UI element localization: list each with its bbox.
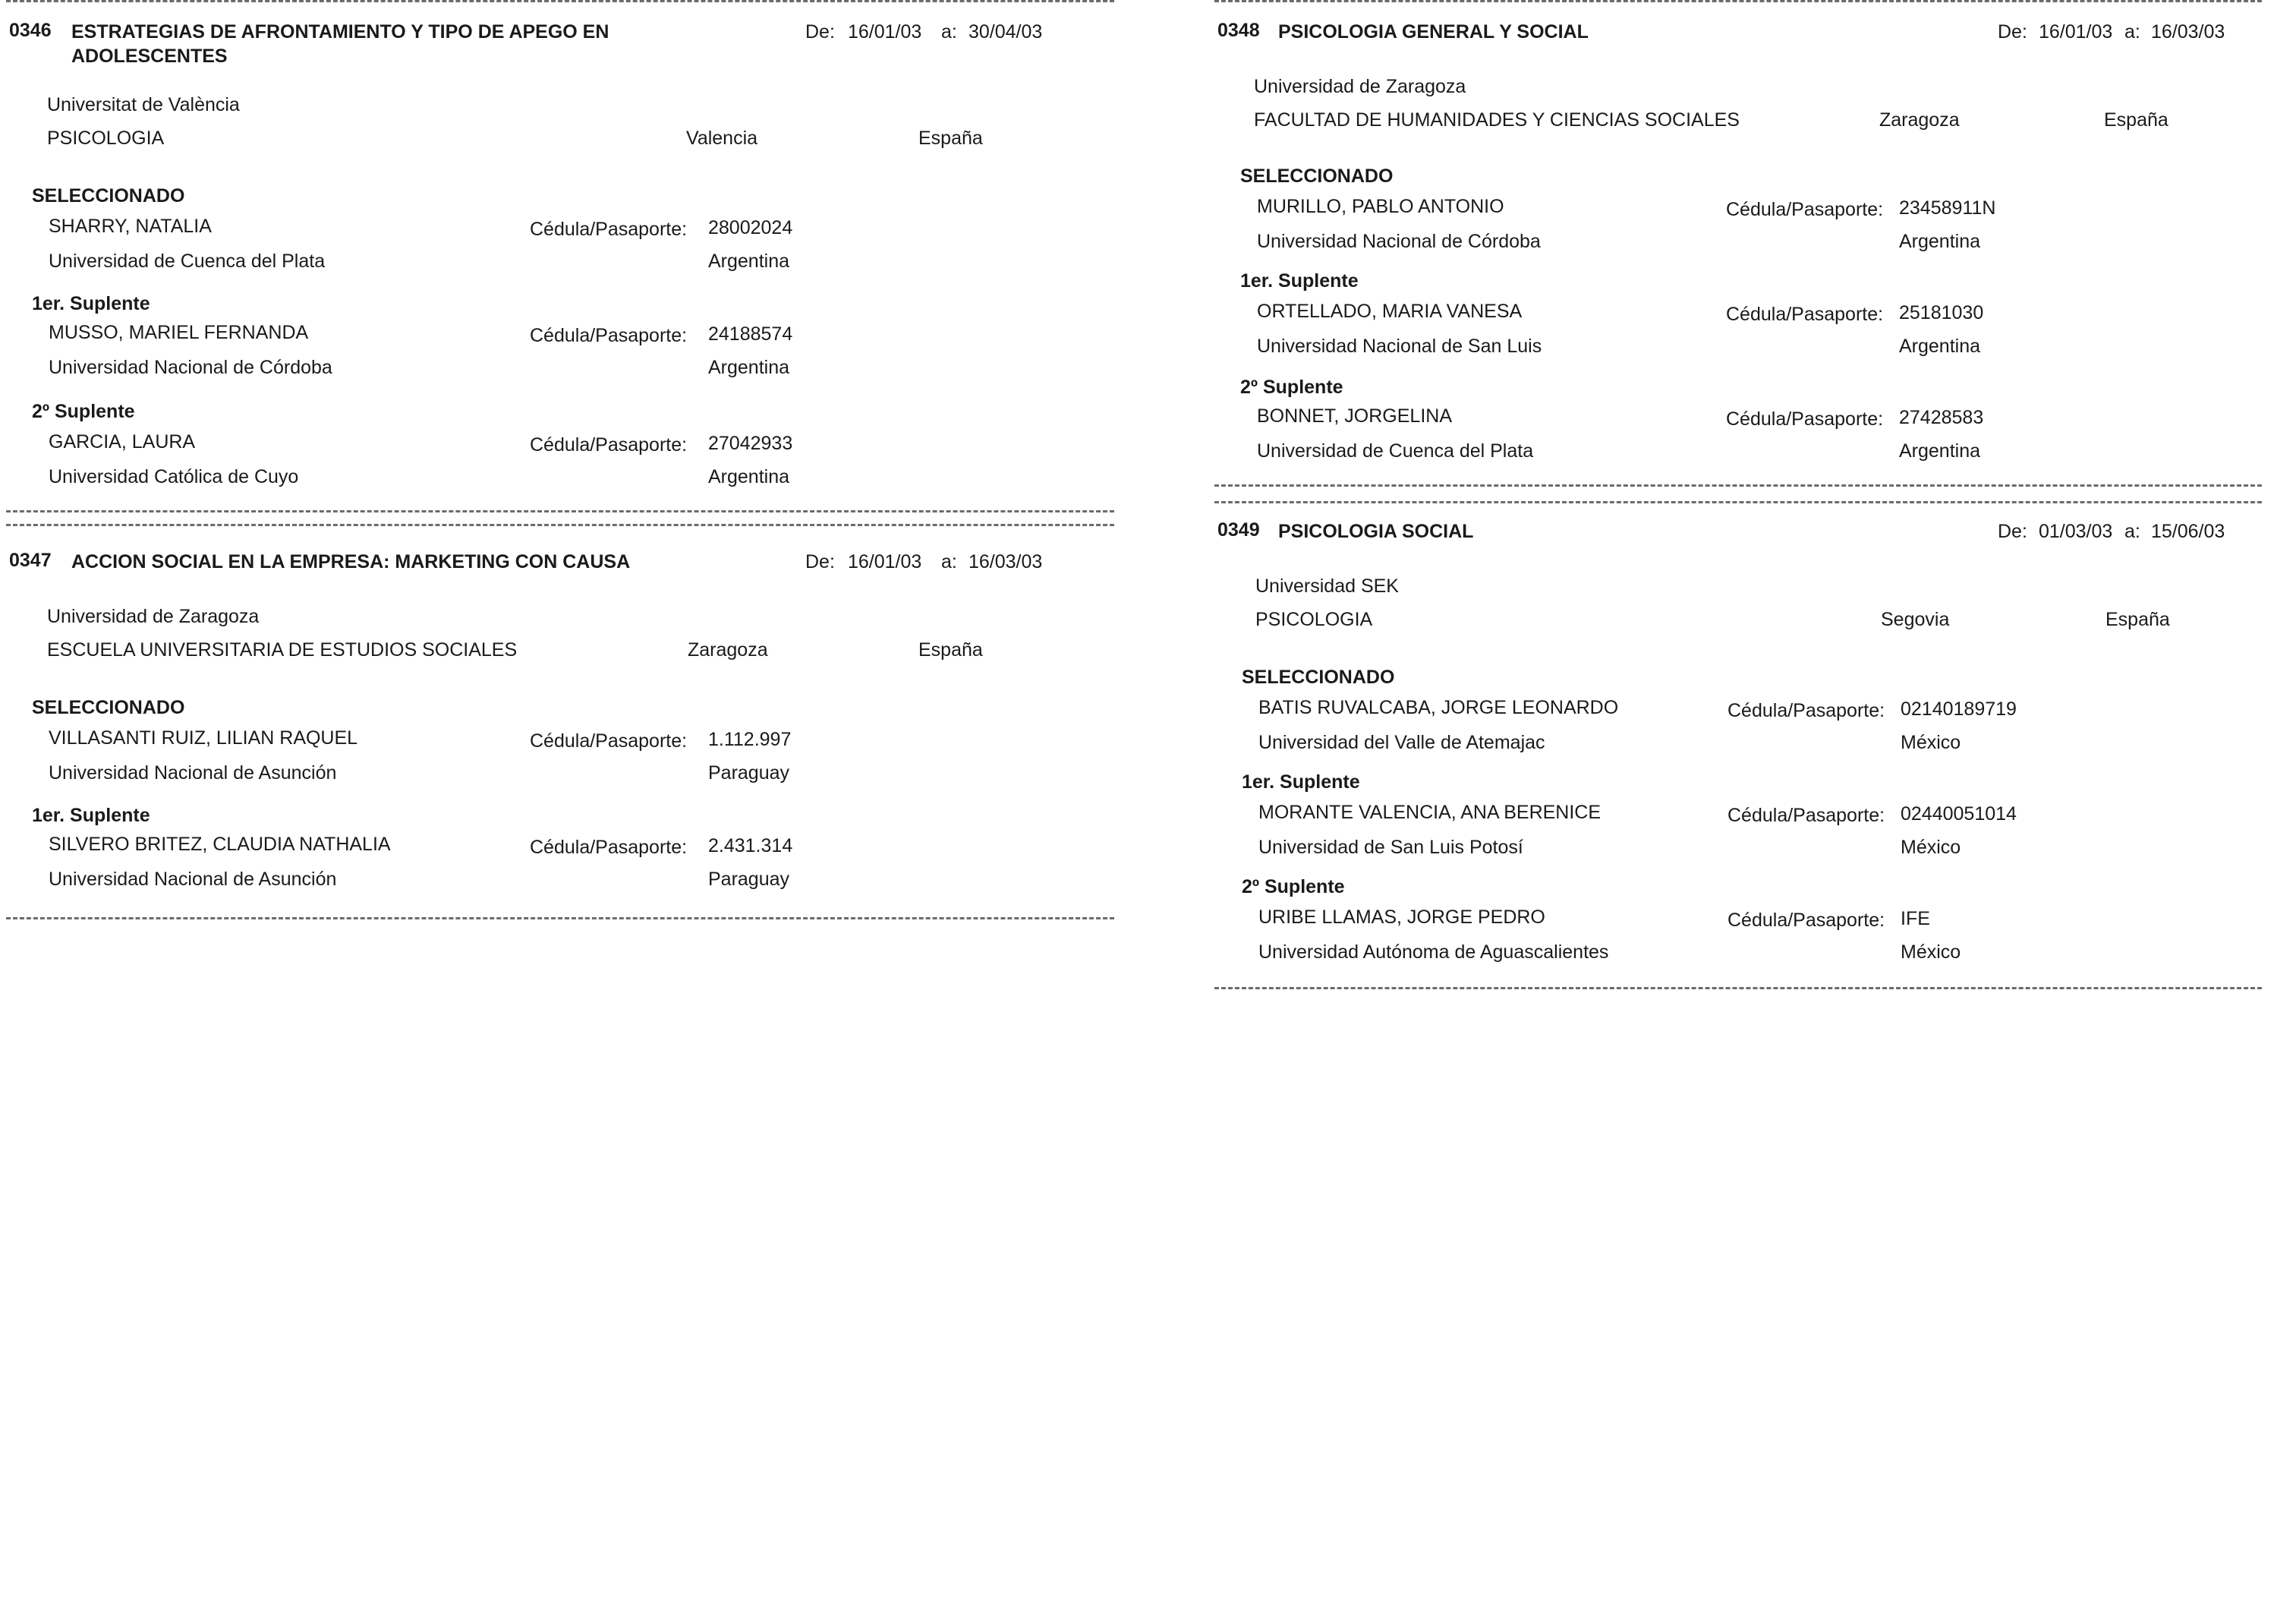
candidate-name: SHARRY, NATALIA <box>49 216 212 237</box>
candidate-name: ORTELLADO, MARIA VANESA <box>1257 301 1523 322</box>
candidate-country: Argentina <box>708 357 790 378</box>
host-faculty: PSICOLOGIA <box>1255 609 1373 630</box>
candidate-country: Argentina <box>1899 336 1981 357</box>
candidate-id: 1.112.997 <box>708 729 792 750</box>
host-faculty: ESCUELA UNIVERSITARIA DE ESTUDIOS SOCIALES <box>47 639 518 661</box>
selected-heading: SELECCIONADO <box>32 185 185 207</box>
program-code: 0346 <box>9 20 52 41</box>
second-alternate-heading: 2º Suplente <box>1242 876 1345 897</box>
id-label: Cédula/Pasaporte: <box>1728 700 1885 721</box>
candidate-country: Argentina <box>708 251 790 272</box>
candidate-country: Paraguay <box>708 869 790 890</box>
candidate-name: GARCIA, LAURA <box>49 431 196 453</box>
date-from: 16/01/03 <box>2039 21 2113 43</box>
date-to: 30/04/03 <box>968 21 1043 43</box>
host-city: Zaragoza <box>688 639 768 661</box>
id-label: Cédula/Pasaporte: <box>530 434 688 456</box>
host-university: Universidad de Zaragoza <box>1254 76 1466 97</box>
id-label: Cédula/Pasaporte: <box>1726 408 1884 430</box>
candidate-country: México <box>1901 941 1961 963</box>
candidate-university: Universidad Nacional de Córdoba <box>1257 231 1541 252</box>
candidate-id: IFE <box>1901 908 1930 929</box>
date-to: 15/06/03 <box>2151 521 2225 542</box>
program-code: 0348 <box>1217 20 1260 41</box>
date-from-label: De: <box>805 21 835 43</box>
id-label: Cédula/Pasaporte: <box>1726 304 1884 325</box>
candidate-id: 02440051014 <box>1901 803 2017 825</box>
second-alternate-heading: 2º Suplente <box>32 401 135 422</box>
host-faculty: PSICOLOGIA <box>47 128 165 149</box>
candidate-id: 27042933 <box>708 433 793 454</box>
host-city: Zaragoza <box>1879 109 1960 131</box>
date-to-label: a: <box>941 551 957 572</box>
program-code: 0347 <box>9 550 52 571</box>
host-city: Valencia <box>686 128 758 149</box>
host-country: España <box>918 128 983 149</box>
section-divider <box>1214 484 2262 487</box>
program-title: ACCION SOCIAL EN LA EMPRESA: MARKETING CON CAUSA <box>71 551 631 572</box>
program-title: ESTRATEGIAS DE AFRONTAMIENTO Y TIPO DE APEGO EN ADOLESCENTES <box>71 21 609 67</box>
first-alternate-heading: 1er. Suplente <box>32 805 150 826</box>
date-to: 16/03/03 <box>968 551 1043 572</box>
candidate-name: MUSSO, MARIEL FERNANDA <box>49 322 309 343</box>
host-faculty: FACULTAD DE HUMANIDADES Y CIENCIAS SOCIALES <box>1254 109 1740 131</box>
candidate-name: SILVERO BRITEZ, CLAUDIA NATHALIA <box>49 834 391 855</box>
section-divider <box>1214 501 2262 503</box>
candidate-name: URIBE LLAMAS, JORGE PEDRO <box>1258 907 1545 928</box>
candidate-id: 25181030 <box>1899 302 1984 323</box>
date-from-label: De: <box>1998 521 2027 542</box>
candidate-country: México <box>1901 837 1961 858</box>
candidate-country: México <box>1901 732 1961 753</box>
program-title: PSICOLOGIA SOCIAL <box>1278 521 1474 542</box>
candidate-id: 27428583 <box>1899 407 1984 428</box>
host-university: Universidad de Zaragoza <box>47 606 260 627</box>
candidate-name: MORANTE VALENCIA, ANA BERENICE <box>1258 802 1602 823</box>
host-country: España <box>2105 609 2170 630</box>
date-from-label: De: <box>1998 21 2027 43</box>
host-country: España <box>918 639 983 661</box>
date-to-label: a: <box>2124 21 2140 43</box>
first-alternate-heading: 1er. Suplente <box>1242 771 1360 793</box>
id-label: Cédula/Pasaporte: <box>1728 805 1885 826</box>
candidate-university: Universidad del Valle de Atemajac <box>1258 732 1545 753</box>
date-from: 01/03/03 <box>2039 521 2113 542</box>
candidate-name: BONNET, JORGELINA <box>1257 405 1452 427</box>
candidate-id: 2.431.314 <box>708 835 793 856</box>
candidate-university: Universidad de Cuenca del Plata <box>1257 440 1534 462</box>
id-label: Cédula/Pasaporte: <box>530 219 688 240</box>
program-title: PSICOLOGIA GENERAL Y SOCIAL <box>1278 21 1589 43</box>
selected-heading: SELECCIONADO <box>32 697 185 718</box>
candidate-university: Universidad Nacional de Córdoba <box>49 357 332 378</box>
candidate-id: 02140189719 <box>1901 698 2017 720</box>
selected-heading: SELECCIONADO <box>1240 166 1394 187</box>
host-university: Universitat de València <box>47 94 240 115</box>
top-divider <box>6 0 1114 2</box>
candidate-university: Universidad de San Luis Potosí <box>1258 837 1523 858</box>
candidate-name: BATIS RUVALCABA, JORGE LEONARDO <box>1258 697 1619 718</box>
candidate-university: Universidad Nacional de San Luis <box>1257 336 1542 357</box>
first-alternate-heading: 1er. Suplente <box>32 293 150 314</box>
candidate-university: Universidad Nacional de Asunción <box>49 762 337 784</box>
candidate-university: Universidad Autónoma de Aguascalientes <box>1258 941 1609 963</box>
candidate-id: 28002024 <box>708 217 793 238</box>
date-to: 16/03/03 <box>2151 21 2225 43</box>
host-city: Segovia <box>1881 609 1950 630</box>
host-country: España <box>2104 109 2168 131</box>
candidate-country: Argentina <box>708 466 790 487</box>
second-alternate-heading: 2º Suplente <box>1240 377 1343 398</box>
selected-heading: SELECCIONADO <box>1242 667 1395 688</box>
candidate-country: Argentina <box>1899 231 1981 252</box>
top-divider <box>1214 0 2262 2</box>
section-divider <box>6 917 1114 919</box>
id-label: Cédula/Pasaporte: <box>1728 910 1885 931</box>
date-from-label: De: <box>805 551 835 572</box>
program-code: 0349 <box>1217 519 1260 541</box>
candidate-country: Paraguay <box>708 762 790 784</box>
candidate-id: 24188574 <box>708 323 793 345</box>
section-divider <box>6 510 1114 512</box>
id-label: Cédula/Pasaporte: <box>530 325 688 346</box>
date-from: 16/01/03 <box>848 21 922 43</box>
candidate-university: Universidad de Cuenca del Plata <box>49 251 326 272</box>
first-alternate-heading: 1er. Suplente <box>1240 270 1359 292</box>
candidate-name: MURILLO, PABLO ANTONIO <box>1257 196 1504 217</box>
date-from: 16/01/03 <box>848 551 922 572</box>
date-to-label: a: <box>941 21 957 43</box>
candidate-country: Argentina <box>1899 440 1981 462</box>
section-divider <box>1214 987 2262 989</box>
id-label: Cédula/Pasaporte: <box>1726 199 1884 220</box>
candidate-id: 23458911N <box>1899 197 1996 219</box>
candidate-university: Universidad Nacional de Asunción <box>49 869 337 890</box>
section-divider <box>6 524 1114 526</box>
id-label: Cédula/Pasaporte: <box>530 730 688 752</box>
id-label: Cédula/Pasaporte: <box>530 837 688 858</box>
date-to-label: a: <box>2124 521 2140 542</box>
candidate-name: VILLASANTI RUIZ, LILIAN RAQUEL <box>49 727 358 749</box>
candidate-university: Universidad Católica de Cuyo <box>49 466 299 487</box>
host-university: Universidad SEK <box>1255 575 1399 597</box>
